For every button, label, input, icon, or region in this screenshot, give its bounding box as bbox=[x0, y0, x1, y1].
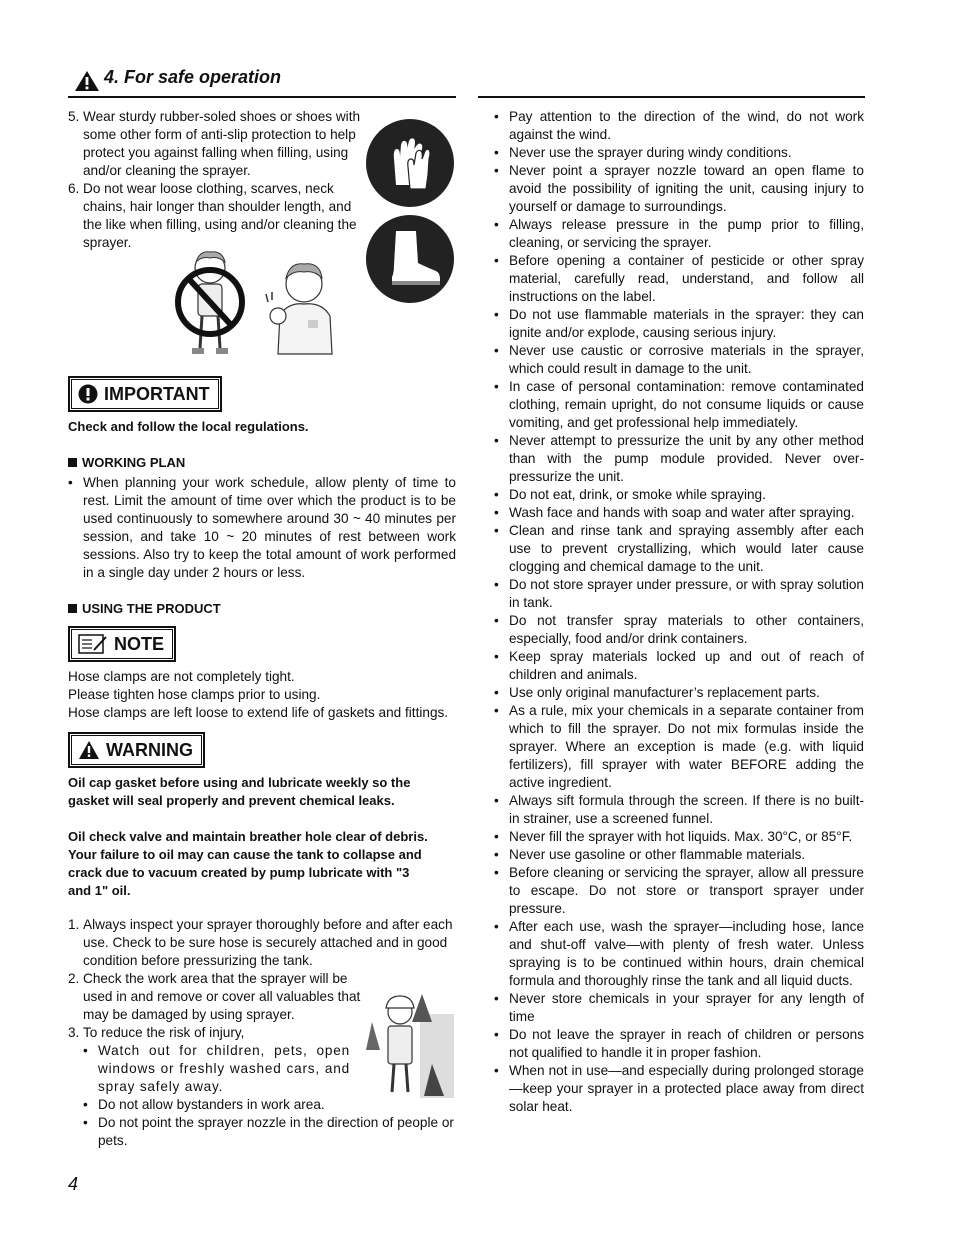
warning-triangle-icon bbox=[74, 70, 100, 92]
item-number: 6. bbox=[68, 181, 80, 196]
safety-bullet-item: • Never fill the sprayer with hot liquids. Max. 30°C, or 85°F. bbox=[494, 828, 864, 846]
item-text: Wear sturdy rubber-soled shoes or shoes with some other form of anti-slip protection to help protect you against falling when filling, using and/or cleaning the sprayer. bbox=[83, 109, 361, 178]
working-plan-heading: WORKING PLAN bbox=[68, 454, 456, 472]
sub-bullet-1: • Watch out for children, pets, open windows or freshly washed cars, and spray safely away. bbox=[83, 1042, 350, 1096]
safety-bullet-item: • Do not use flammable materials in the sprayer: they can ignite and/or explode, causing serious injury. bbox=[494, 306, 864, 342]
safety-bullet-item: • Clean and rinse tank and spraying assembly after each use to prevent crystallizing, which would later cause clogging and chemical damage to the unit. bbox=[494, 522, 864, 576]
using-product-heading: USING THE PRODUCT bbox=[68, 600, 456, 618]
safety-bullet-item: • Before opening a container of pesticide or other spray material, carefully read, understand, and follow all instructions on the label. bbox=[494, 252, 864, 306]
right-column-rule bbox=[478, 96, 865, 98]
safety-bullet-item: • Use only original manufacturer’s replacement parts. bbox=[494, 684, 864, 702]
warning-para-1: Oil cap gasket before using and lubricate weekly so the gasket will seal properly and prevent chemical leaks. bbox=[68, 775, 411, 808]
safety-bullet-list bbox=[494, 108, 864, 1116]
safety-bullet-item: • Never use the sprayer during windy conditions. bbox=[494, 144, 864, 162]
page-number: 4 bbox=[68, 1174, 79, 1194]
safety-bullet-item: • Keep spray materials locked up and out of reach of children and animals. bbox=[494, 648, 864, 684]
note-box bbox=[68, 626, 176, 662]
step-1: 1. Always inspect your sprayer thoroughly before and after each use. Check to be sure hose is securely attached and in good condition before pressurizing the tank. bbox=[68, 917, 453, 968]
important-label: IMPORTANT bbox=[104, 384, 210, 404]
safety-bullet-item: • Do not leave the sprayer in reach of children or persons not qualified to handle it in proper fashion. bbox=[494, 1026, 864, 1062]
safety-bullet-item: • Wash face and hands with soap and water after spraying. bbox=[494, 504, 864, 522]
list-item-6 bbox=[68, 180, 368, 252]
warning-triangle-icon bbox=[78, 740, 100, 760]
safety-bullet-item: • Never store chemicals in your sprayer for any length of time bbox=[494, 990, 864, 1026]
sub-bullet-3: • Do not point the sprayer nozzle in the direction of people or pets. bbox=[83, 1114, 456, 1150]
header-rule bbox=[68, 96, 456, 98]
section-header bbox=[68, 66, 456, 94]
safety-bullet-item: • Always sift formula through the screen. If there is no built-in strainer, use a screened funnel. bbox=[494, 792, 864, 828]
exclamation-icon bbox=[78, 384, 98, 404]
safety-bullet-item: • Never point a sprayer nozzle toward an open flame to avoid the possibility of igniting the unit, causing injury to yourself or damage to surroundings. bbox=[494, 162, 864, 216]
safety-bullet-item: • In case of personal contamination: remove contaminated clothing, remain upright, do not consume liquids or cause vomiting, and get professional help immediately. bbox=[494, 378, 864, 432]
section-title: 4. For safe operation bbox=[104, 67, 282, 87]
right-column bbox=[494, 108, 864, 1116]
note-text: Hose clamps are not completely tight. Please tighten hose clamps prior to using. Hose clamps are left loose to extend life of gaskets and fittings. bbox=[68, 669, 449, 720]
item-number: 5. bbox=[68, 109, 80, 124]
safety-bullet-item: • Never use caustic or corrosive materials in the sprayer, which could result in damage to the unit. bbox=[494, 342, 864, 378]
safety-bullet-item: • After each use, wash the sprayer—including hose, lance and shut-off valve—with plenty of fresh water. Unless spraying is to be continued within hours, drain chemical formula and thoroughly rinse the tank and all liquid ducts. bbox=[494, 918, 864, 990]
step-2: 2. Check the work area that the sprayer will be used in and remove or cover all valuables that may be damaged by using sprayer. bbox=[68, 971, 361, 1022]
warning-para-2: Oil check valve and maintain breather hole clear of debris. Your failure to oil may can cause the tank to collapse and crack due to vacuum created by pump lubricate with "3 and 1" oil. bbox=[68, 829, 428, 898]
sub-bullet-2: • Do not allow bystanders in work area. bbox=[83, 1096, 456, 1114]
left-column bbox=[68, 108, 456, 1150]
safety-bullet-item: • Before cleaning or servicing the sprayer, allow all pressure to escape. Do not store or transport sprayer under pressure. bbox=[494, 864, 864, 918]
safety-bullet-item: • When not in use—and especially during prolonged storage—keep your sprayer in a protected place away from direct solar heat. bbox=[494, 1062, 864, 1116]
safety-bullet-item: • Do not transfer spray materials to other containers, especially, food and/or drink containers. bbox=[494, 612, 864, 648]
note-pad-icon bbox=[78, 634, 108, 654]
safety-bullet-item: • Never use gasoline or other flammable materials. bbox=[494, 846, 864, 864]
working-plan-text: • When planning your work schedule, allow plenty of time to rest. Limit the amount of time over which the product is to be used continuously to somewhere around 30 ~ 40 minutes per session, and take 10 ~ 20 minutes of rest between work sessions. Also try to keep the total amount of work performed in a single day under 2 hours or less. bbox=[68, 474, 456, 582]
warning-box bbox=[68, 732, 205, 768]
item-text: Do not wear loose clothing, scarves, neck chains, hair longer than shoulder length, and the like when filling, using and/or cleaning the sprayer. bbox=[83, 181, 357, 250]
safety-bullet-item: • Never attempt to pressurize the unit by any other method than with the pump module provided. Never over-pressurize the unit. bbox=[494, 432, 864, 486]
note-label: NOTE bbox=[114, 634, 165, 654]
important-text: Check and follow the local regulations. bbox=[68, 419, 309, 434]
step-3: 3. To reduce the risk of injury, bbox=[68, 1025, 245, 1040]
important-box bbox=[68, 376, 222, 412]
warning-label: WARNING bbox=[106, 740, 193, 760]
safety-bullet-item: • Do not eat, drink, or smoke while spraying. bbox=[494, 486, 864, 504]
safety-bullet-item: • Always release pressure in the pump prior to filling, cleaning, or servicing the sprayer. bbox=[494, 216, 864, 252]
safety-bullet-item: • As a rule, mix your chemicals in a separate container from which to fill the sprayer. Do not mix formulas inside the sprayer. Where an exception is made (e.g. with liquid fertilizers), fill sprayer with water BEFORE adding the active ingredient. bbox=[494, 702, 864, 792]
list-item-5 bbox=[68, 108, 368, 180]
safety-bullet-item: • Do not store sprayer under pressure, or with spray solution in tank. bbox=[494, 576, 864, 612]
safety-bullet-item: • Pay attention to the direction of the wind, do not work against the wind. bbox=[494, 108, 864, 144]
